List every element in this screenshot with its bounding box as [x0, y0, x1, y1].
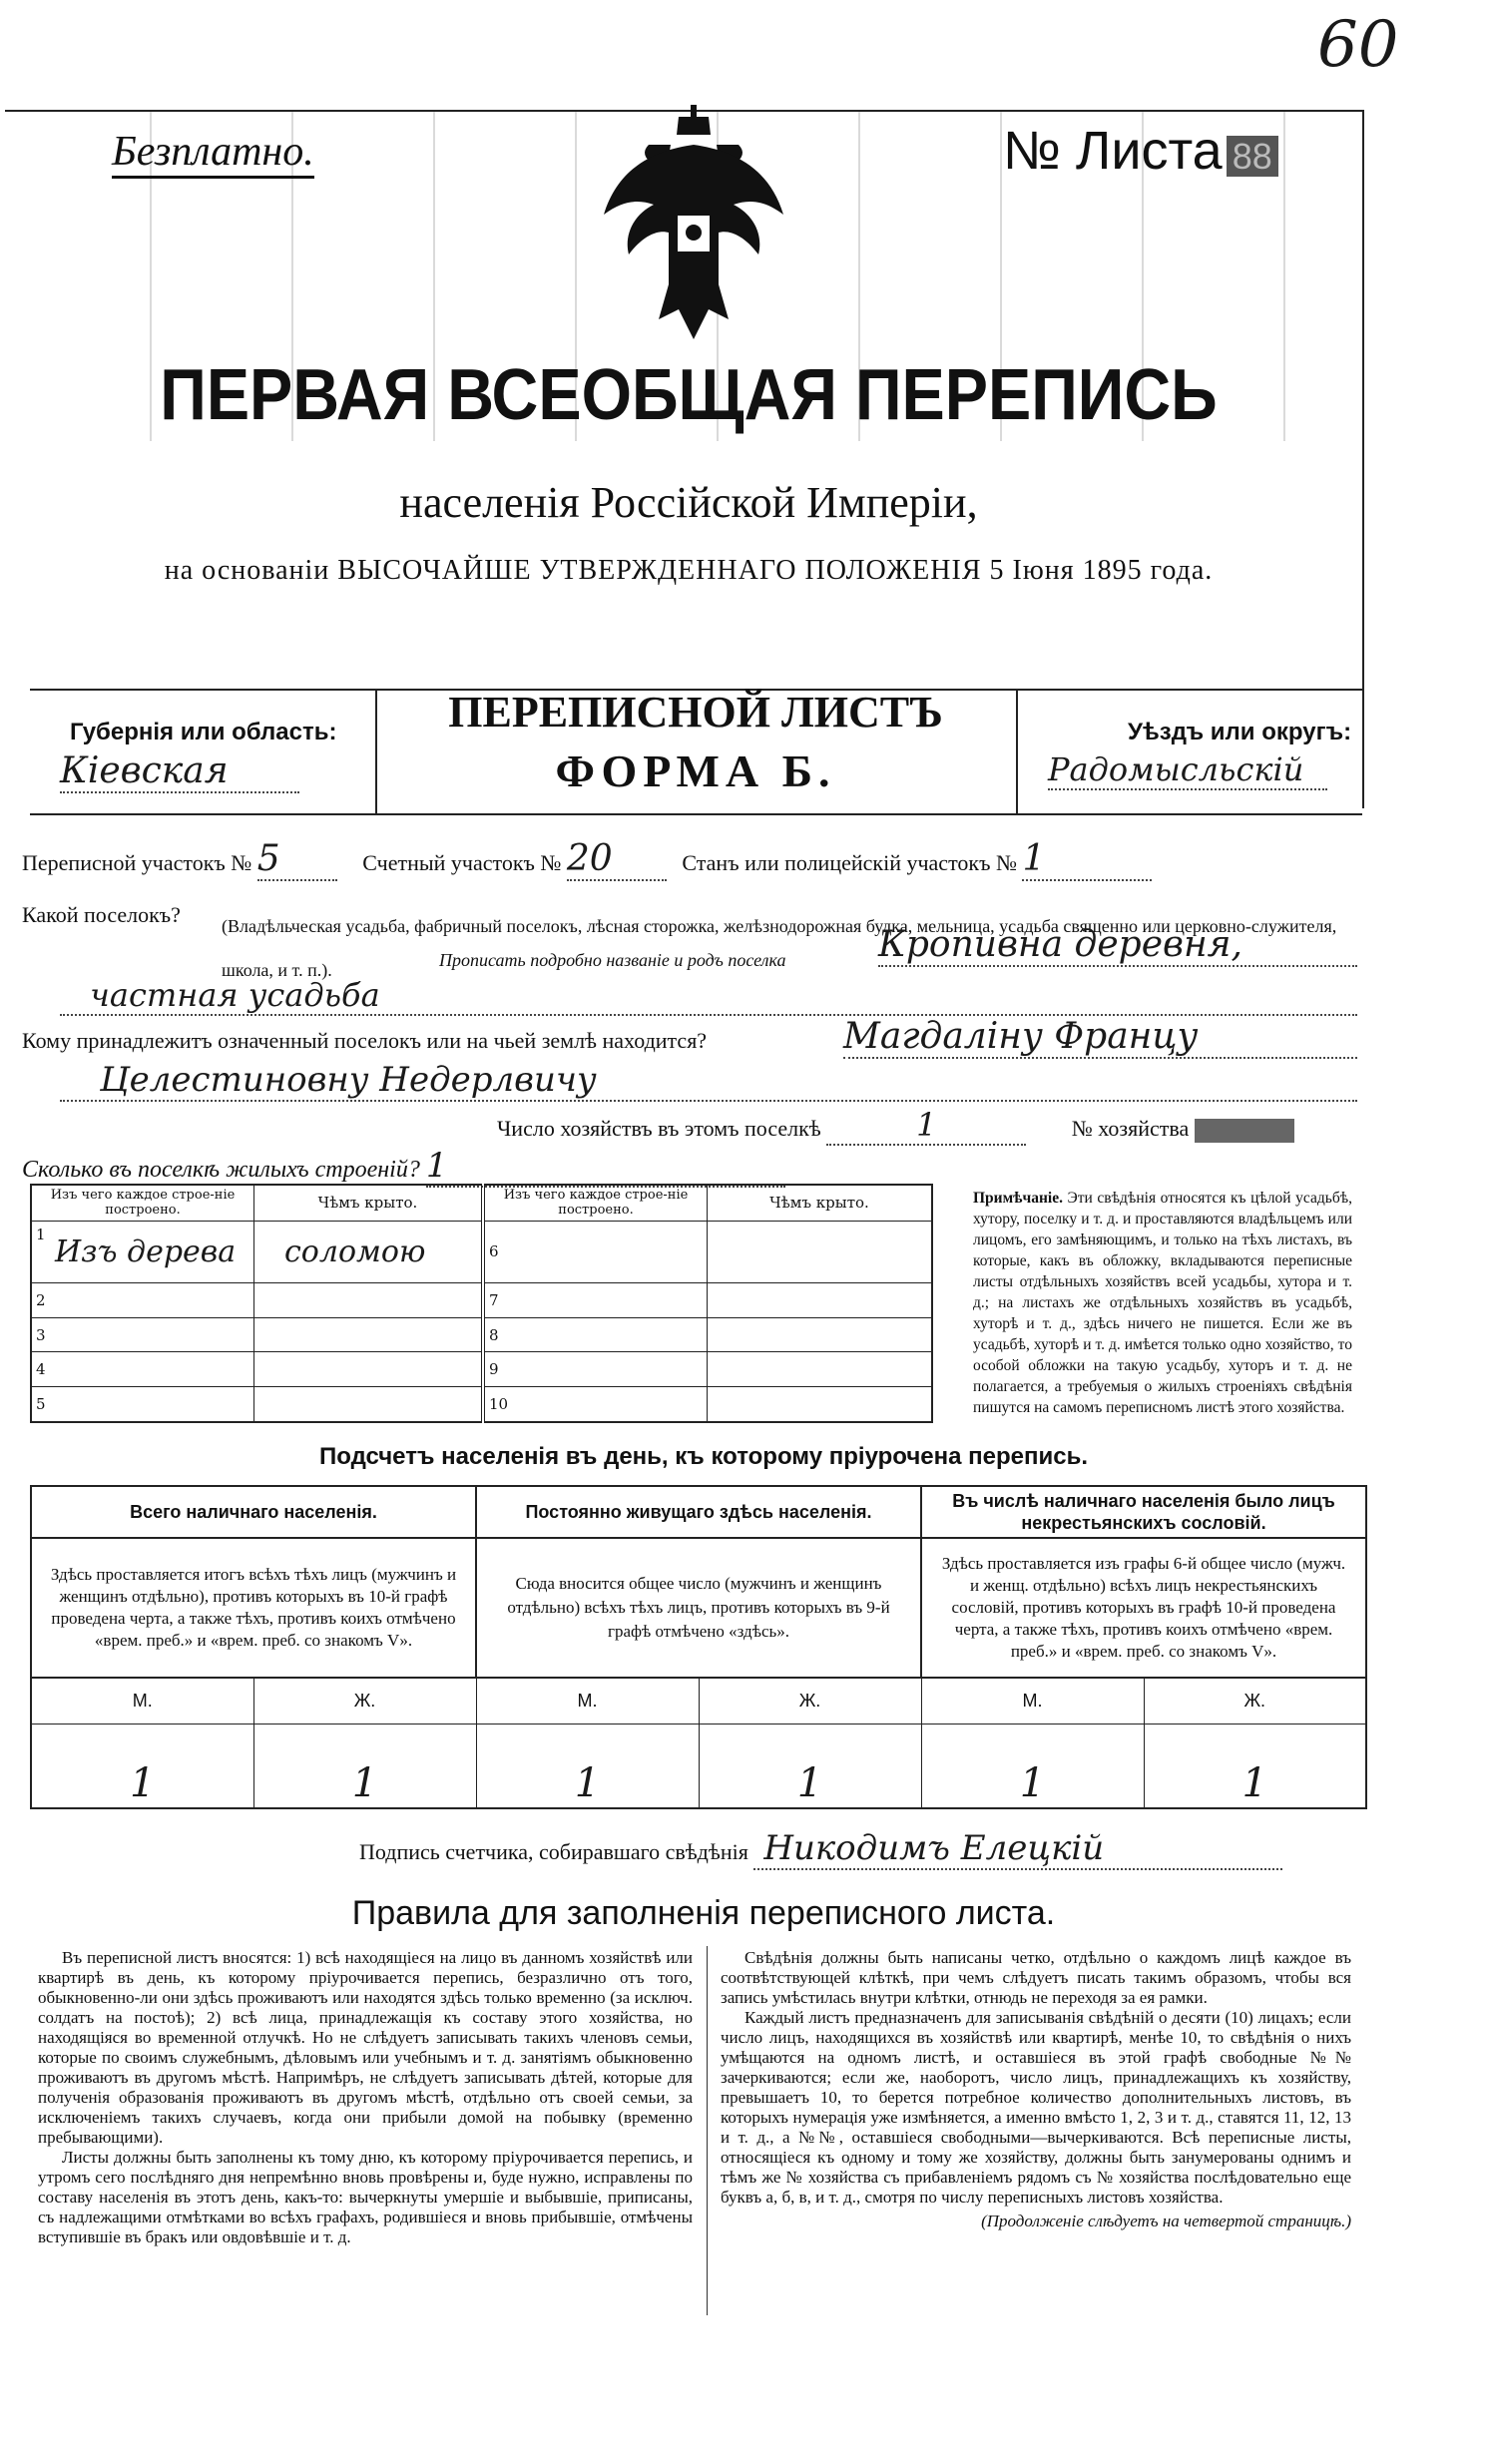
pop-non-peasant-m: 1: [921, 1724, 1144, 1808]
form-header-bottom: [30, 813, 1362, 815]
table-row: [31, 1221, 932, 1283]
bld-roof: соломою: [254, 1221, 484, 1283]
imperial-eagle-emblem: [599, 105, 788, 344]
uezd-box-left: [1016, 689, 1018, 813]
buildings-grid: [30, 1184, 933, 1423]
stan-value: 1: [1022, 838, 1152, 881]
signature-label: Подпись счетчика, собиравшаго свѣдѣнія: [359, 1839, 748, 1864]
bld-num: 10: [483, 1387, 708, 1422]
bld-head-material-left: Изъ чего каждое строе-ніе построено.: [31, 1185, 254, 1221]
uchastok-row: [22, 838, 1152, 881]
form-title: ПЕРЕПИСНОЙ ЛИСТЪ: [448, 688, 943, 737]
bld-num: 7: [483, 1283, 708, 1318]
pop-present-f: 1: [253, 1724, 476, 1808]
bld-num: 2: [31, 1283, 254, 1318]
pop-head-present: Всего наличнаго населенія.: [31, 1486, 476, 1538]
uchastok-value: 5: [257, 838, 337, 881]
buildings-header-row: [31, 1185, 932, 1221]
census-basis: на основаніи ВЫСОЧАЙШЕ УТВЕРЖДЕННАГО ПОЛОЖЕНІЯ 5 Іюня 1895 года.: [164, 555, 1214, 586]
buildings-table: [30, 1184, 933, 1423]
poselok-label: Какой поселокъ?: [22, 902, 181, 927]
bld-roof: [254, 1387, 484, 1422]
pop-desc-non-peasant: Здѣсь проставляется изъ графы 6-й общее число (мужч. и женщ. отдѣльно) всѣхъ лицъ некрестьянскихъ сословій, противъ которыхъ въ графѣ 10-й проведена черта, а также тѣхъ, противъ коихъ отмѣчено «врем. преб.» и «врем. преб. со знакомъ V».: [921, 1538, 1366, 1678]
free-label: Безплатно.: [112, 128, 314, 179]
population-mf-row: [31, 1678, 1366, 1724]
gubernia-value: Кіевская: [60, 750, 299, 793]
bld-head-roof-right: Чѣмъ крыто.: [708, 1185, 933, 1221]
rules-title: Правила для заполненія переписного листа.: [351, 1894, 1056, 1932]
rules-right-column: [721, 1948, 1351, 2231]
signature-value: Никодимъ Елецкій: [753, 1828, 1282, 1870]
sheet-number-value: 88: [1227, 136, 1278, 177]
buildings-note: [973, 1188, 1352, 1418]
owner-value-line2: Целестиновну Недерлвичу: [60, 1060, 1357, 1102]
uezd-label: Уѣздъ или округъ:: [1128, 719, 1352, 745]
population-grid: [30, 1485, 1367, 1809]
owner-label: Кому принадлежитъ означенный поселокъ или на чьей землѣ находится?: [22, 1028, 708, 1053]
hozy-no-label: № хозяйства: [1071, 1116, 1190, 1141]
pop-f-label: Ж.: [699, 1678, 921, 1724]
pop-f-label: Ж.: [253, 1678, 476, 1724]
archive-number: 60: [1317, 8, 1399, 82]
table-row: [31, 1283, 932, 1318]
pop-desc-permanent: Сюда вносится общее число (мужчинъ и женщинъ отдѣльно) всѣхъ тѣхъ лицъ, противъ которыхъ въ 9-й графѣ отмѣчено «здѣсь».: [476, 1538, 921, 1678]
census-title: ПЕРВАЯ ВСЕОБЩАЯ ПЕРЕПИСЬ: [160, 355, 1218, 435]
bld-roof: [708, 1221, 933, 1283]
pop-present-m: 1: [31, 1724, 253, 1808]
uezd-value: Радомысльскій: [1048, 750, 1327, 790]
bld-num: 3: [31, 1317, 254, 1352]
stroeniy-row: [22, 1146, 785, 1188]
hozy-count-row: [497, 1106, 1294, 1146]
gubernia-label: Губернія или область:: [70, 719, 337, 745]
pop-m-label: М.: [476, 1678, 699, 1724]
poselok-hint: (Владѣльческая усадьба, фабричный поселокъ, лѣсная сторожка, желѣзнодорожная будка, мельница, усадьба священно или церковно-служителя, школа, и т. п.).: [222, 916, 1337, 980]
pop-f-label: Ж.: [1144, 1678, 1366, 1724]
stroeniy-value: 1: [426, 1146, 785, 1188]
note-text: Эти свѣдѣнія относятся къ цѣлой усадьбѣ, хутору, поселку и т. д. и проставляются владѣльцемъ или лицомъ, его замѣняющимъ, и только на тѣхъ листахъ, въ которые, какъ въ обложку, вкладываются переписные листы отдѣльныхъ хозяйствъ всей усадьбы, хутора и т. д.; на листахъ же отдѣльныхъ хозяйствъ въ усадьбѣ, хуторѣ и т. д., здѣсь ничего не пишется. Если же въ усадьбѣ, хуторѣ и т. д. имѣется только одно хозяйство, то особой обложки на такую усадьбу, хуторъ и т. д. не полагается, а требуемыя о жилыхъ строеніяхъ свѣдѣнія пишутся на самомъ переписномъ листѣ этого хозяйства.: [973, 1190, 1353, 1416]
bld-num: 6: [483, 1221, 708, 1283]
rules-left-para1: Въ переписной листъ вносятся: 1) всѣ находящіеся на лицо въ данномъ хозяйствѣ или квартирѣ въ день, къ которому пріурочивается перепись, безразлично отъ того, обыкновенно-ли они здѣсь проживаютъ или находятся здѣсь только временно (за исключ. солдатъ на постоѣ); 2) всѣ лица, принадлежащія къ составу этого хозяйства, но находящіяся во временной отлучкѣ. Но не слѣдуетъ записывать такихъ членовъ семьи, которые по своимъ служебнымъ, дѣловымъ или учебнымъ и т. д. занятіямъ обыкновенно проживаютъ въ другомъ мѣстѣ. Напримѣръ, не слѣдуетъ записывать дѣтей, которые для полученія образованія проживаютъ въ другомъ мѣстѣ, отдѣльно отъ своей семьи, за исключеніемъ такихъ случаевъ, когда они прибыли домой на побывку (временно пребывающими).: [38, 1948, 693, 2147]
census-subtitle: населенія Россійской Имперіи,: [399, 478, 978, 527]
rules-divider: [707, 1946, 708, 2315]
bld-roof: [708, 1283, 933, 1318]
signature-row: [359, 1828, 1282, 1870]
rules-continue-note: (Продолженіе слѣдуетъ на четвертой страницѣ.): [981, 2212, 1351, 2230]
table-row: [31, 1352, 932, 1387]
poselok-value-line1: Кропивна деревня,: [878, 924, 1357, 967]
bld-num: 9: [483, 1352, 708, 1387]
table-row: [31, 1387, 932, 1422]
schet-label: Счетный участокъ №: [362, 850, 562, 875]
right-rule: [1362, 110, 1364, 808]
population-table: [30, 1485, 1367, 1809]
bld-roof: [708, 1352, 933, 1387]
pop-non-peasant-f: 1: [1144, 1724, 1366, 1808]
bld-material: Изъ дерева: [55, 1233, 237, 1269]
bld-roof: [254, 1317, 484, 1352]
count-title: Подсчетъ населенія въ день, къ которому пріурочена перепись.: [319, 1443, 1088, 1470]
form-name: ФОРМА Б.: [555, 745, 836, 796]
bld-roof: [254, 1283, 484, 1318]
owner-value-line1: Магдаліну Францу: [843, 1016, 1357, 1059]
bld-roof: [254, 1352, 484, 1387]
pop-head-non-peasant: Въ числѣ наличнаго населенія было лицъ некрестьянскихъ сословій.: [921, 1486, 1366, 1538]
pop-head-permanent: Постоянно живущаго здѣсь населенія.: [476, 1486, 921, 1538]
hozy-count-label: Число хозяйствъ въ этомъ поселкѣ: [497, 1116, 821, 1141]
bld-num: 8: [483, 1317, 708, 1352]
rules-right-para1: Свѣдѣнія должны быть написаны четко, отдѣльно о каждомъ лицѣ каждое въ соотвѣтствующей клѣткѣ, при чемъ слѣдуетъ писать такимъ образомъ, чтобы вся запись умѣстилась внутри клѣтки, отнюдь не переходя за ея рамки.: [721, 1948, 1351, 2007]
poselok-instruction: Прописать подробно названіе и родъ поселка: [439, 950, 786, 970]
bld-num: 5: [31, 1387, 254, 1422]
population-header-row: [31, 1486, 1366, 1538]
stan-label: Станъ или полицейскій участокъ №: [682, 850, 1017, 875]
note-title: Примѣчаніе.: [973, 1190, 1063, 1207]
bld-roof: [708, 1387, 933, 1422]
bld-roof: [708, 1317, 933, 1352]
bld-num: 1: [36, 1225, 46, 1243]
bld-head-roof-left: Чѣмъ крыто.: [254, 1185, 484, 1221]
bld-head-material-right: Изъ чего каждое строе-ніе построено.: [483, 1185, 708, 1221]
population-values-row: [31, 1724, 1366, 1808]
pop-m-label: М.: [921, 1678, 1144, 1724]
pop-m-label: М.: [31, 1678, 253, 1724]
table-row: [31, 1317, 932, 1352]
pop-permanent-m: 1: [476, 1724, 699, 1808]
hozy-no-redacted: [1195, 1119, 1294, 1143]
pop-permanent-f: 1: [699, 1724, 921, 1808]
uchastok-label: Переписной участокъ №: [22, 850, 252, 875]
stroeniy-label: Сколько въ поселкѣ жилыхъ строеній?: [22, 1157, 420, 1183]
rules-left-column: [38, 1948, 693, 2247]
bld-num: 4: [31, 1352, 254, 1387]
poselok-value-line2: частная усадьба: [60, 976, 1357, 1016]
hozy-count-value: 1: [826, 1106, 1026, 1146]
rules-left-para2: Листы должны быть заполнены къ тому дню, къ которому пріурочивается перепись, и утромъ сего послѣдняго дня непремѣнно вновь провѣрены и, буде нужно, исправлены по составу населенія въ этотъ день, какъ-то: вычеркнуты умершіе и выбывшіе, приписаны, съ надлежащими отмѣтками во всѣхъ графахъ, родившіеся и вновь прибывшіе, отмѣчены вступившіе въ бракъ или овдовѣвшіе и т. д.: [38, 2148, 693, 2246]
pop-desc-present: Здѣсь проставляется итогъ всѣхъ тѣхъ лицъ (мужчинъ и женщинъ отдѣльно), противъ которыхъ въ 10-й графѣ проведена черта, а также тѣхъ, противъ коихъ отмѣчено «врем. преб.» и «врем. преб. со знакомъ V».: [31, 1538, 476, 1678]
population-desc-row: [31, 1538, 1366, 1678]
rules-right-para2: Каждый листъ предназначенъ для записыванія свѣдѣній о десяти (10) лицахъ; если число лицъ, находящихся въ хозяйствѣ или квартирѣ, менѣе 10, то свѣдѣнія о нихъ умѣщаются на одномъ листѣ, и оставшіеся въ этой графѣ свободные №№ зачеркиваются; если же, наоборотъ, число лицъ, принадлежащихъ къ хозяйству, превышаетъ 10, то берется потребное количество дополнительныхъ листовъ, въ которыхъ нумерація уже измѣняется, а именно вмѣсто 1, 2, 3 и т. д., ставятся 11, 12, 13 и т. д., а №№, оставшіеся свободными—вычеркиваются. Всѣ переписные листы, относящіеся къ одному и тому же хозяйству, должны быть занумерованы однимъ и тѣмъ же № хозяйства съ прибавленіемъ рядомъ съ № хозяйства послѣдовательно еще буквъ а, б, в, и т. д., смотря по числу переписныхъ листовъ хозяйства.: [721, 2008, 1351, 2207]
schet-value: 20: [567, 838, 667, 881]
sheet-number-text: № Листа: [1003, 121, 1223, 181]
sheet-number-label: [1003, 120, 1278, 182]
